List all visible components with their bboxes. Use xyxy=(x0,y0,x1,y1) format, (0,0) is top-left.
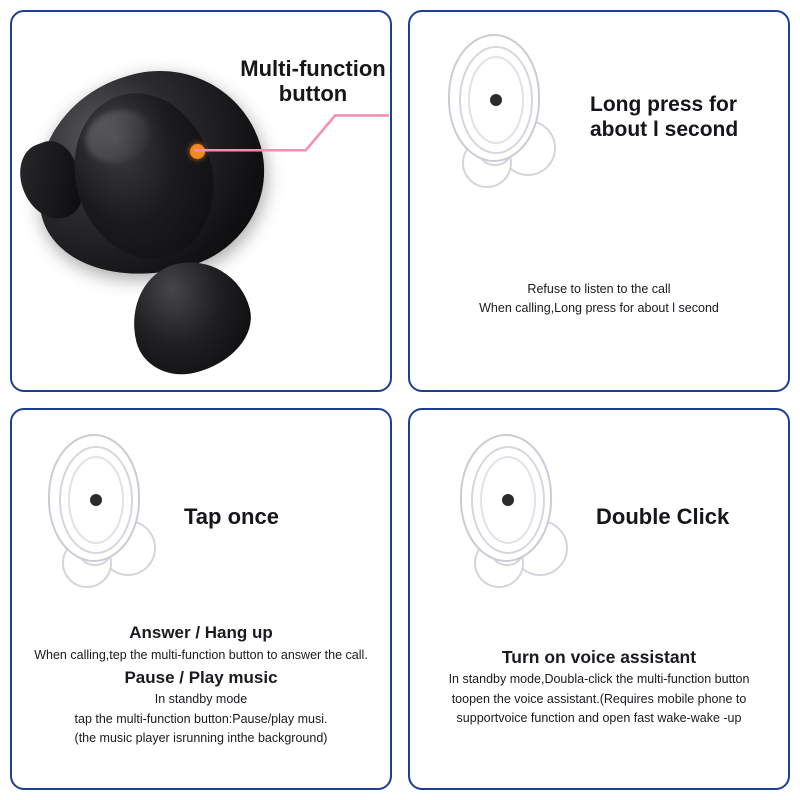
caption-line: In standby mode,Doubla-click the multi-function button xyxy=(448,672,750,687)
caption-line: supportvoice function and open fast wake-wake -up xyxy=(456,711,742,725)
panel-multi-function-button xyxy=(10,10,392,392)
earbud-lineart-icon xyxy=(48,434,198,609)
panel-long-press-headline xyxy=(590,92,780,142)
lineart-outline-icon xyxy=(460,434,552,562)
panel-long-press xyxy=(408,10,790,392)
panel-double-click-captions xyxy=(410,644,788,728)
headline-line-1: Tap once xyxy=(184,504,279,529)
callout-line-2: button xyxy=(278,81,348,107)
caption-line: (the music player isrunning inthe background) xyxy=(74,731,328,746)
panel-double-click-headline xyxy=(596,504,790,530)
callout-line-1: Multi-function xyxy=(240,56,386,81)
earbud-lineart-icon xyxy=(460,434,610,609)
lineart-button-dot-icon xyxy=(490,94,502,106)
panel-tap-once-captions xyxy=(12,620,390,749)
caption-line: When calling,Long press for about l second xyxy=(479,301,719,316)
panel-tap-once-headline xyxy=(184,504,384,530)
caption-line: In standby mode xyxy=(154,692,248,707)
panel-long-press-captions xyxy=(410,280,788,319)
panel-double-click xyxy=(408,408,790,790)
caption-line: toopen the voice assistant.(Requires mobile phone to xyxy=(451,691,747,706)
button-marker-dot xyxy=(190,144,205,159)
headline-line-1: Double Click xyxy=(596,504,730,529)
caption-heading: Pause / Play music xyxy=(124,667,278,687)
headline-line-1: Long press for xyxy=(590,93,738,116)
caption-heading: Turn on voice assistant xyxy=(501,647,697,667)
page-title xyxy=(227,56,392,107)
lineart-button-dot-icon xyxy=(90,494,102,506)
lineart-outline-icon xyxy=(448,34,540,162)
earbud-lineart-icon xyxy=(448,34,598,209)
caption-heading: Answer / Hang up xyxy=(129,623,273,642)
headline-line-2: about l second xyxy=(590,118,739,142)
caption-line: When calling,tep the multi-function button to answer the call. xyxy=(34,647,368,662)
lineart-button-dot-icon xyxy=(502,494,514,506)
panel-tap-once xyxy=(10,408,392,790)
lineart-outline-icon xyxy=(48,434,140,562)
caption-line: tap the multi-function button:Pause/play musi. xyxy=(74,711,328,726)
caption-line: Refuse to listen to the call xyxy=(527,282,671,296)
